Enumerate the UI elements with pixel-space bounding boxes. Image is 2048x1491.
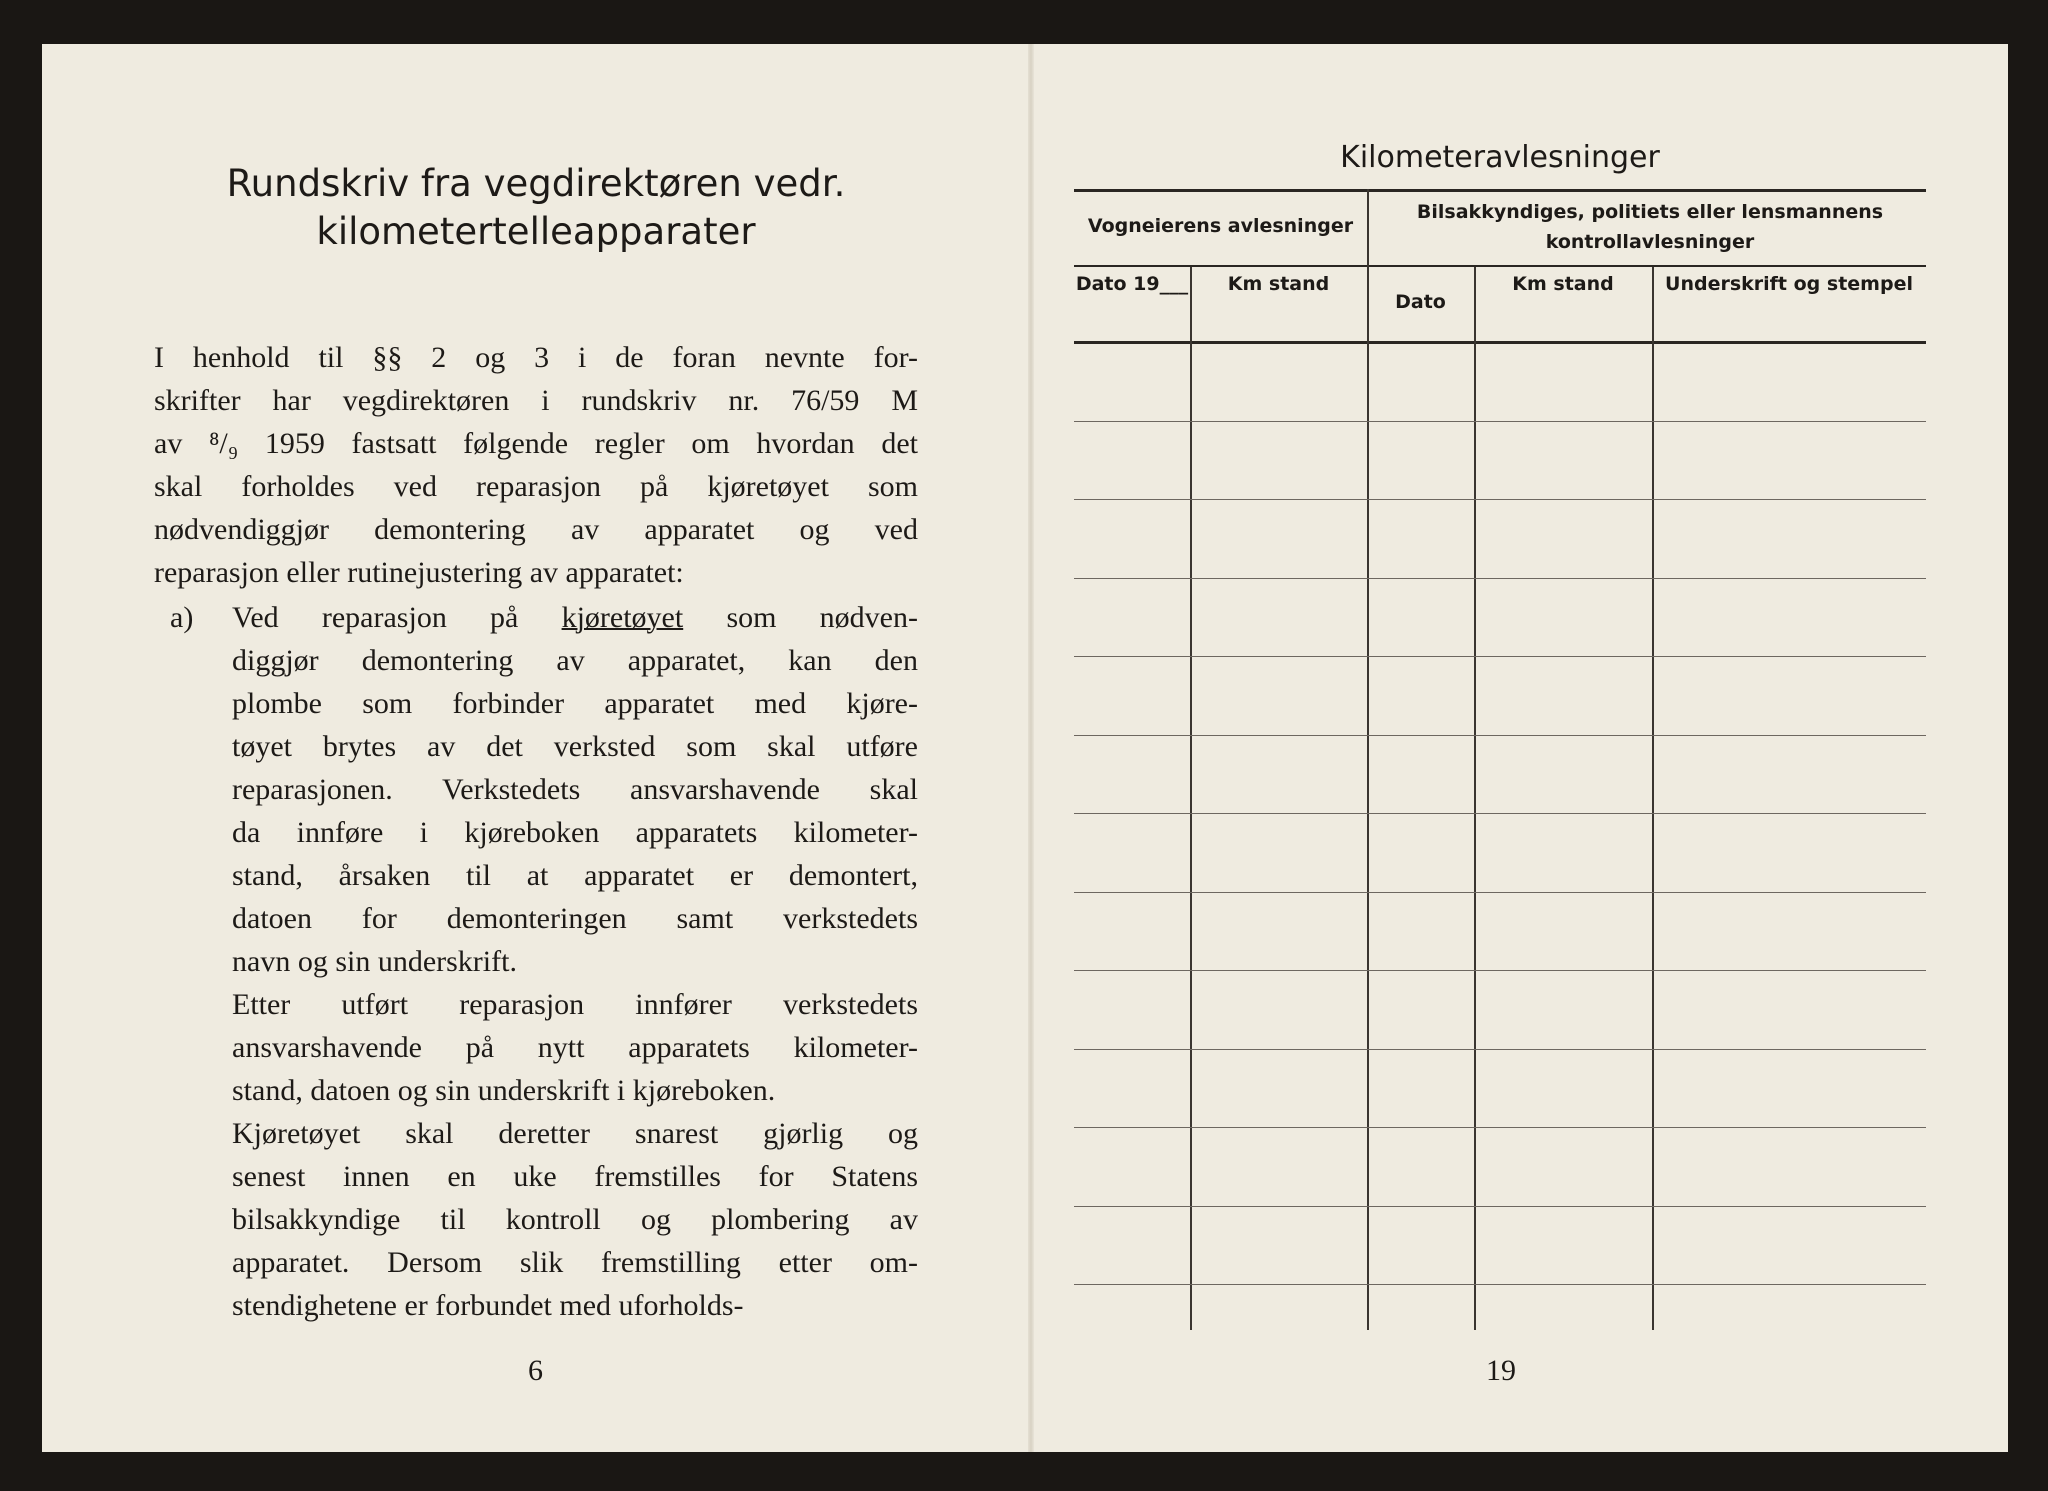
underlined-word: kjøretøyet <box>561 601 684 634</box>
col-header-signature: Underskrift og stempel <box>1665 273 1913 295</box>
text-line: I henhold til §§ 2 og 3 i de foran nevnte for- <box>154 341 918 374</box>
table-row-line <box>1074 1206 1926 1207</box>
col-header-date: Dato 19___ <box>1075 273 1189 295</box>
table-row-line <box>1074 421 1926 422</box>
text-line: nødvendiggjør demontering av apparatet og ved <box>154 513 918 546</box>
text-line: Kjøretøyet skal deretter snarest gjørlig og <box>232 1117 918 1150</box>
text-line: Etter utført reparasjon innfører verkstedets <box>232 988 918 1021</box>
header-bottom-rule <box>1074 341 1926 344</box>
group-header-rule <box>1074 265 1926 267</box>
col-header-km: Km stand <box>1227 273 1330 295</box>
text-line: reparasjonen. Verkstedets ansvarshavende skal <box>232 773 918 806</box>
table-row-line <box>1074 499 1926 500</box>
text-line: da innføre i kjøreboken apparatets kilometer- <box>232 816 918 849</box>
text-line: ansvarshavende på nytt apparatets kilometer- <box>232 1031 918 1064</box>
heading-line: kilometertelleapparater <box>316 210 756 253</box>
left-page-body <box>154 336 918 1327</box>
left-page-heading <box>154 160 918 256</box>
table-row-line <box>1074 1049 1926 1050</box>
text-line: av ⁸/₉ 1959 fastsatt følgende regler om hvordan det <box>154 427 918 460</box>
text-line: stendighetene er forbundet med uforholds- <box>232 1289 744 1322</box>
table-top-rule <box>1074 189 1926 192</box>
group-header-control: Bilsakkyndiges, politiets eller lensmannens kontrollavlesninger <box>1416 201 1884 253</box>
text-line: senest innen en uke fremstilles for Statens <box>232 1160 918 1193</box>
page-number-left: 6 <box>528 1354 543 1387</box>
intro-paragraph <box>154 336 918 594</box>
table-row-line <box>1074 1127 1926 1128</box>
text-line: stand, årsaken til at apparatet er demontert, <box>232 859 918 892</box>
heading-line: Rundskriv fra vegdirektøren vedr. <box>226 162 846 205</box>
table-row-line <box>1074 735 1926 736</box>
text-line: stand, datoen og sin underskrift i kjøreboken. <box>232 1074 776 1107</box>
text-line: skrifter har vegdirektøren i rundskriv nr. 76/59 M <box>154 384 918 417</box>
book-spine <box>1028 44 1034 1452</box>
list-item-a <box>154 596 918 1327</box>
text-line: tøyet brytes av det verksted som skal utføre <box>232 730 918 763</box>
text-line: diggjør demontering av apparatet, kan den <box>232 644 918 677</box>
column-divider <box>1190 267 1192 1330</box>
table-row-line <box>1074 656 1926 657</box>
text-line: plombe som forbinder apparatet med kjøre- <box>232 687 918 720</box>
text-line: skal forholdes ved reparasjon på kjøretøyet som <box>154 470 918 503</box>
group-divider <box>1367 189 1369 1330</box>
table-title: Kilometeravlesninger <box>1340 140 1660 175</box>
text-line: datoen for demonteringen samt verkstedets <box>232 902 918 935</box>
table-row-line <box>1074 1284 1926 1285</box>
item-line: Ved reparasjon på kjøretøyet som nødven- <box>232 601 918 634</box>
table-row-line <box>1074 970 1926 971</box>
text-line: apparatet. Dersom slik fremstilling etter om- <box>232 1246 918 1279</box>
table-row-line <box>1074 813 1926 814</box>
column-divider <box>1474 267 1476 1330</box>
page-number-right: 19 <box>1486 1354 1516 1387</box>
col-header-control-date: Dato <box>1395 291 1446 313</box>
group-header-owner: Vogneierens avlesninger <box>1087 215 1354 237</box>
text-line: navn og sin underskrift. <box>232 945 517 978</box>
column-divider <box>1652 267 1654 1330</box>
table-row-line <box>1074 578 1926 579</box>
text-line: bilsakkyndige til kontroll og plombering av <box>232 1203 918 1236</box>
table-row-line <box>1074 892 1926 893</box>
kilometer-readings-table <box>1074 189 1926 1330</box>
col-header-control-km: Km stand <box>1512 273 1614 295</box>
text-line: reparasjon eller rutinejustering av apparatet: <box>154 556 684 589</box>
item-marker: a) <box>170 601 194 634</box>
